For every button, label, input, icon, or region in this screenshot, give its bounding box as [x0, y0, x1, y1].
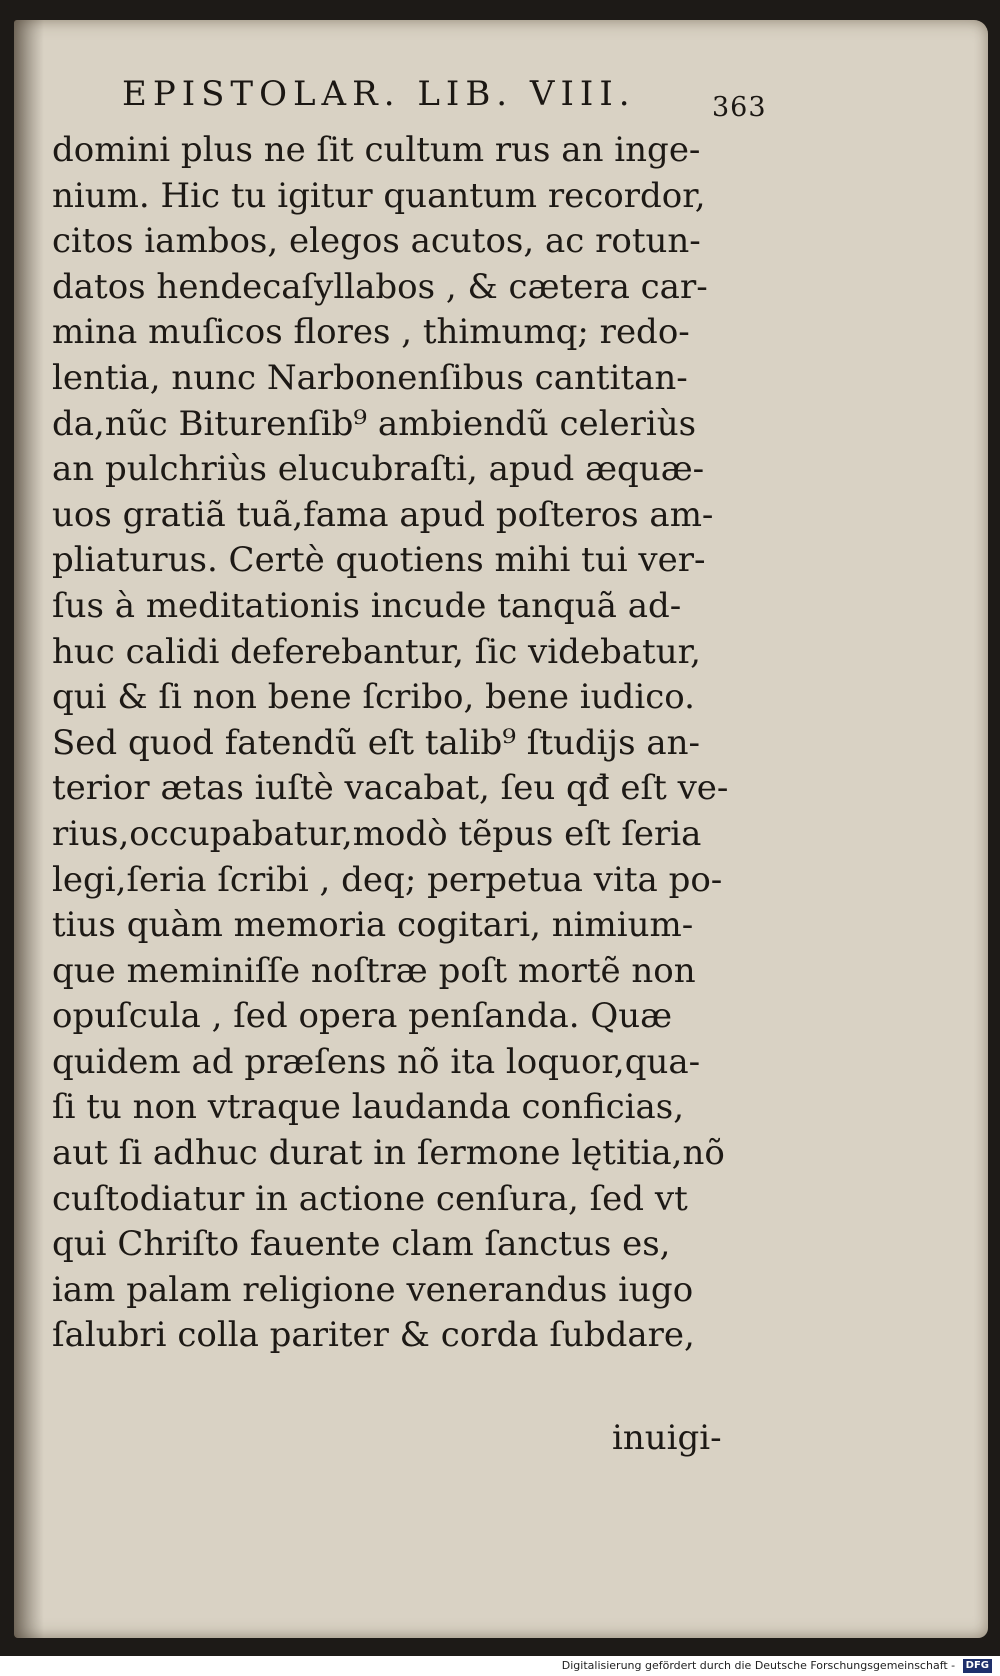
digitization-credit: [562, 1657, 992, 1675]
page-gutter-shadow: [14, 20, 44, 1638]
dfg-logo-icon: DFG: [963, 1659, 992, 1673]
text-line: ſi tu non vtraque laudanda conficias,: [52, 1087, 685, 1128]
text-line: ſalubri colla pariter & corda ſubdare,: [52, 1315, 695, 1356]
text-line: Sed quod fatendũ eſt talib⁹ ſtudijs an-: [52, 722, 700, 763]
text-line: legi,ſeria ſcribi , deq; perpetua vita po-: [52, 859, 723, 900]
text-line: nium. Hic tu igitur quantum recordor,: [52, 175, 706, 216]
text-line: domini plus ne ſit cultum rus an inge-: [52, 130, 701, 170]
catchword: inuigi-: [612, 1418, 722, 1458]
text-line: que meminiſſe noſtræ poſt mortẽ non: [52, 950, 696, 991]
text-line: opuſcula , ſed opera penſanda. Quæ: [52, 996, 673, 1037]
text-line: da,nũc Biturenſib⁹ ambiendũ celeriùs: [52, 403, 697, 444]
text-line: an pulchriùs elucubraſti, apud æquæ-: [52, 449, 705, 490]
text-line: rius,occupabatur,modò tẽpus eſt ſeria: [52, 813, 702, 854]
text-line: uos gratiã tuã,fama apud poſteros am-: [52, 494, 714, 535]
text-line: pliaturus. Certè quotiens mihi tui ver-: [52, 540, 706, 581]
text-line: lentia, nunc Narbonenſibus cantitan-: [52, 357, 688, 398]
running-title: EPISTOLAR. LIB. VIII.: [122, 74, 636, 114]
text-line: ſus à meditationis incude tanquã ad-: [52, 585, 682, 626]
text-line: quidem ad præſens nõ ita loquor,qua-: [52, 1041, 701, 1082]
text-line: citos iambos, elegos acutos, ac rotun-: [52, 221, 701, 262]
body-text: [52, 128, 772, 1359]
text-line: terior ætas iuſtè vacabat, ſeu qđ eſt ve-: [52, 768, 729, 809]
text-line: cuſtodiatur in actione cenſura, ſed vt: [52, 1178, 688, 1219]
credit-text: Digitalisierung gefördert durch die Deutsche Forschungsgemeinschaft -: [561, 1659, 956, 1672]
text-line: huc calidi deferebantur, ſic videbatur,: [52, 631, 701, 672]
text-line: mina muſicos flores , thimumq; redo-: [52, 312, 690, 353]
text-line: qui Chriſto fauente clam ſanctus es,: [52, 1224, 671, 1265]
text-line: aut ſi adhuc durat in ſermone lętitia,nõ: [52, 1133, 725, 1174]
text-line: qui & ſi non bene ſcribo, bene iudico.: [52, 677, 695, 718]
page-number: 363: [712, 92, 767, 123]
text-line: datos hendecaſyllabos , & cætera car-: [52, 266, 708, 307]
text-line: tius quàm memoria cogitari, nimium-: [52, 905, 694, 946]
text-line: iam palam religione venerandus iugo: [52, 1269, 694, 1310]
